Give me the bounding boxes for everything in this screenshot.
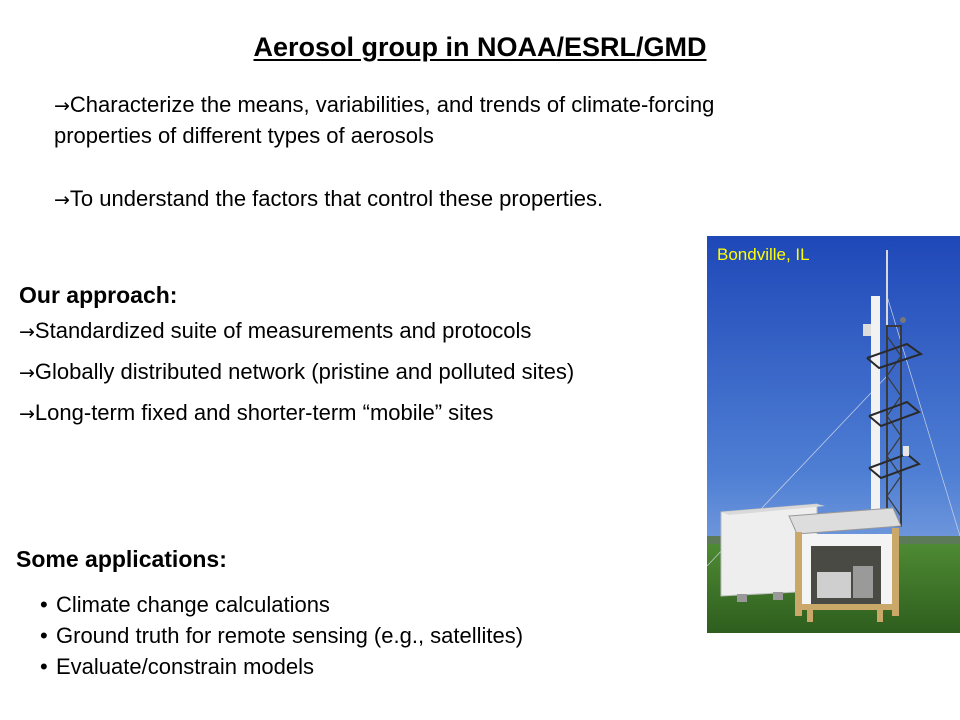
bullet-icon: •: [40, 623, 48, 648]
approach-item-text: Globally distributed network (pristine and polluted sites): [34, 359, 575, 384]
arrow-right-icon: →: [19, 321, 35, 343]
list-item-text: Ground truth for remote sensing (e.g., satellites): [56, 623, 524, 648]
slide-title: Aerosol group in NOAA/ESRL/GMD: [253, 32, 707, 62]
list-item: [40, 589, 523, 620]
approach-item: [19, 400, 493, 427]
approach-item: [19, 359, 574, 386]
applications-list: [40, 589, 523, 682]
list-item: [40, 620, 523, 651]
list-item: [40, 651, 523, 682]
tower-and-shelter-image: [707, 236, 960, 633]
arrow-right-icon: →: [19, 403, 35, 425]
arrow-right-icon: →: [54, 189, 70, 211]
approach-item: [19, 318, 531, 345]
applications-heading: Some applications:: [16, 546, 227, 572]
approach-item-text: Standardized suite of measurements and protocols: [34, 318, 532, 343]
list-item-text: Evaluate/constrain models: [56, 654, 315, 679]
list-item-text: Climate change calculations: [56, 592, 330, 617]
photo-caption: Bondville, IL: [717, 245, 810, 264]
arrow-right-icon: →: [54, 95, 70, 117]
approach-heading: Our approach:: [19, 282, 178, 308]
approach-item-text: Long-term fixed and shorter-term “mobile” sites: [34, 400, 494, 425]
station-photo: [707, 236, 960, 633]
arrow-right-icon: →: [19, 362, 35, 384]
bullet-icon: •: [40, 592, 48, 617]
intro-point-2-text: To understand the factors that control these properties.: [69, 186, 604, 211]
intro-point-2: [54, 184, 874, 215]
intro-point-1: [54, 90, 874, 151]
intro-point-1-continuation: properties of different types of aerosols: [54, 123, 434, 148]
bullet-icon: •: [40, 654, 48, 679]
intro-point-1-text: Characterize the means, variabilities, and trends of climate-forcing: [69, 92, 715, 117]
